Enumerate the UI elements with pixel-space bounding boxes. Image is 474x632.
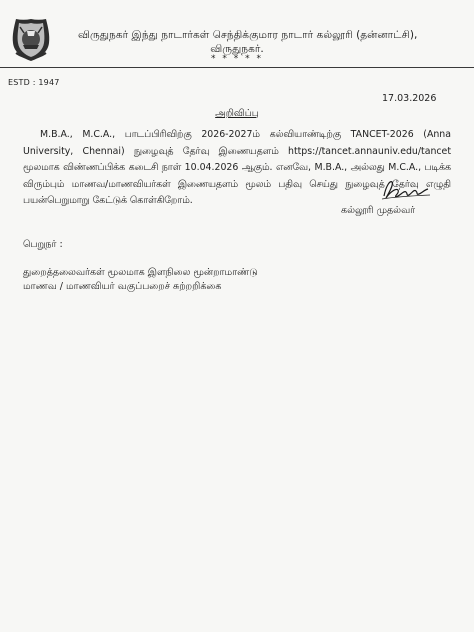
- established-year: ESTD : 1947: [8, 78, 60, 87]
- recipient-line: மாணவ / மாணவியர் வகுப்பறைச் சுற்றறிக்கை: [23, 281, 222, 292]
- recipients-label: பெறுநர் :: [23, 239, 63, 250]
- college-city: விருதுநகர்.: [210, 43, 264, 55]
- header-divider: [0, 67, 474, 68]
- principal-signature-icon: [378, 176, 434, 202]
- principal-designation: கல்லூரி முதல்வர்: [341, 205, 416, 216]
- notice-heading: [0, 108, 474, 120]
- notice-heading-text: அறிவிப்பு: [215, 108, 259, 119]
- college-name: விருதுநகர் இந்து நாடார்கள் செந்திக்குமார நாடார் கல்லூரி (தன்னாட்சி),: [78, 29, 418, 41]
- notice-body-text: M.B.A., M.C.A., பாடப்பிரிவிற்கு 2026-2027ம் கல்வியாண்டிற்கு TANCET-2026 (Anna University, Chennai) நுழைவுத் தேர்வு இணையதளம் https://tancet.annauniv.edu/tancet மூலமாக விண்ணப்பிக்க கடைசி நாள் 10.04.2026 ஆகும். எனவே, M.B.A., அல்லது M.C.A., படிக்க விரும்பும் மாணவ/மாணவியர்கள் இணையதளம் மூலம் பதிவு செய்து நுழைவுத் தேர்வு எழுதி பயன்பெறுமாறு கேட்டுக் கொள்கிறோம்.: [23, 129, 451, 207]
- notice-date: 17.03.2026: [382, 93, 437, 104]
- recipient-line: துறைத்தலைவர்கள் மூலமாக இளநிலை மூன்றாமாண்டு: [23, 267, 258, 278]
- header-stars: * * * * *: [211, 54, 263, 64]
